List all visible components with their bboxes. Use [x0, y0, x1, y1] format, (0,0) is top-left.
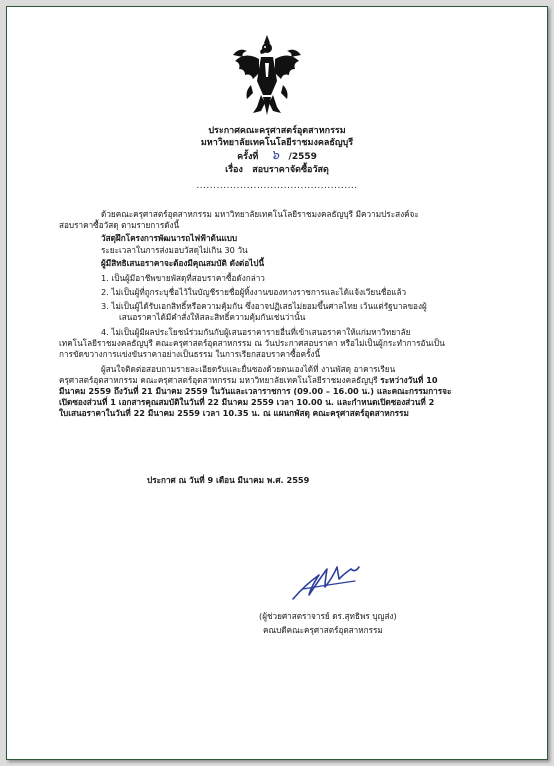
header-divider: ................................................: [196, 181, 358, 191]
contact-line-3: [59, 386, 451, 397]
contact-text: มีนาคม 2559 ถึงวันที่ 21 มีนาคม 2559 ในวันและเวลาราชการ (09.00 – 16.00 น.): [59, 386, 375, 396]
item-title: วัสดุฝึกโครงการพัฒนารถไฟฟ้าต้นแบบ: [101, 233, 238, 243]
contact-bold: และกำหนดเปิดซองส่วนที่ 2: [336, 397, 435, 407]
qualification-item-continued: เทคโนโลยีราชมงคลธัญบุรี คณะครุศาสตร์อุตสาหกรรม ณ วันประกาศสอบราคา หรือไม่เป็นผู้กระทำการอันเป็น: [59, 338, 445, 348]
intro-line-1: ด้วยคณะครุศาสตร์อุตสาหกรรม มหาวิทยาลัยเทคโนโลยีราชมงคลธัญบุรี มีความประสงค์จะ: [101, 209, 419, 219]
qualification-item-continued: เสนอราคาได้มีคำสั่งให้สละสิทธิ์ความคุ้มกันเช่นว่านั้น: [119, 312, 306, 322]
announcement-title: ประกาศคณะครุศาสตร์อุตสาหกรรม: [208, 126, 346, 136]
subject-line: [7, 164, 547, 176]
contact-line-1: ผู้สนใจติดต่อสอบถามรายละเอียดรับและยื่นซองด้วยตนเองได้ที่ งานพัสดุ อาคารเรียน: [101, 364, 396, 374]
signer-position: คณบดีคณะครุศาสตร์อุตสาหกรรม: [263, 625, 383, 635]
signature-icon: [289, 555, 361, 605]
contact-line-2: [59, 375, 438, 386]
issue-number: [7, 150, 547, 163]
issue-number-handwritten: ๖: [270, 148, 280, 163]
signer-name: (ผู้ช่วยศาสตราจารย์ ดร.สุทธิพร บุญส่ง): [259, 611, 397, 621]
issue-year: /2559: [288, 152, 317, 162]
qualification-item: 3. ไม่เป็นผู้ได้รับเอกสิทธิ์หรือความคุ้มกัน ซึ่งอาจปฏิเสธไม่ยอมขึ้นศาลไทย เว้นแต่รัฐบาลของผู้: [101, 301, 427, 311]
contact-bold: ระหว่างวันที่ 10: [380, 375, 438, 385]
qualification-heading: ผู้มีสิทธิเสนอราคาจะต้องมีคุณสมบัติ ดังต่อไปนี้: [101, 258, 265, 268]
delivery-period: ระยะเวลาในการส่งมอบวัสดุไม่เกิน 30 วัน: [101, 245, 248, 255]
contact-line-4: [59, 397, 434, 408]
contact-line-5: ใบเสนอราคาในวันที่ 22 มีนาคม 2559 เวลา 10.35 น. ณ แผนกพัสดุ คณะครุศาสตร์อุตสาหกรรม: [59, 408, 409, 418]
contact-bold: และคณะกรรมการจะ: [376, 386, 452, 396]
document-page: [6, 6, 548, 760]
announcement-date: ประกาศ ณ วันที่ 9 เดือน มีนาคม พ.ศ. 2559: [147, 475, 310, 485]
issue-label: ครั้งที่: [237, 152, 259, 162]
contact-text: ครุศาสตร์อุตสาหกรรม คณะครุศาสตร์อุตสาหกรรม มหาวิทยาลัยเทคโนโลยีราชมงคลธัญบุรี: [59, 375, 378, 385]
qualification-item-continued: การขัดขวางการแข่งขันราคาอย่างเป็นธรรม ในการเรียกสอบราคาซื้อครั้งนี้: [59, 349, 321, 359]
intro-line-2: สอบราคาซื้อวัสดุ ตามรายการดังนี้: [59, 220, 180, 230]
qualification-item: 1. เป็นผู้มีอาชีพขายพัสดุที่สอบราคาซื้อดังกล่าว: [101, 273, 265, 283]
contact-text: เปิดซองส่วนที่ 1 เอกสารคุณสมบัติในวันที่ 22 มีนาคม 2559 เวลา 10.00 น.: [59, 397, 334, 407]
garuda-emblem-icon: [231, 33, 303, 117]
qualification-item: 4. ไม่เป็นผู้มีผลประโยชน์ร่วมกันกับผู้เสนอราคารายอื่นที่เข้าเสนอราคาให้แก่มหาวิทยาลัย: [101, 327, 411, 337]
subject-label: เรื่อง: [225, 165, 243, 175]
subject-text: สอบราคาจัดซื้อวัสดุ: [252, 165, 329, 175]
qualification-item: 2. ไม่เป็นผู้ที่ถูกระบุชื่อไว้ในบัญชีรายชื่อผู้ทิ้งงานของทางราชการและได้แจ้งเวียนชื่อแล้ว: [101, 287, 407, 297]
university-name: มหาวิทยาลัยเทคโนโลยีราชมงคลธัญบุรี: [200, 138, 354, 148]
